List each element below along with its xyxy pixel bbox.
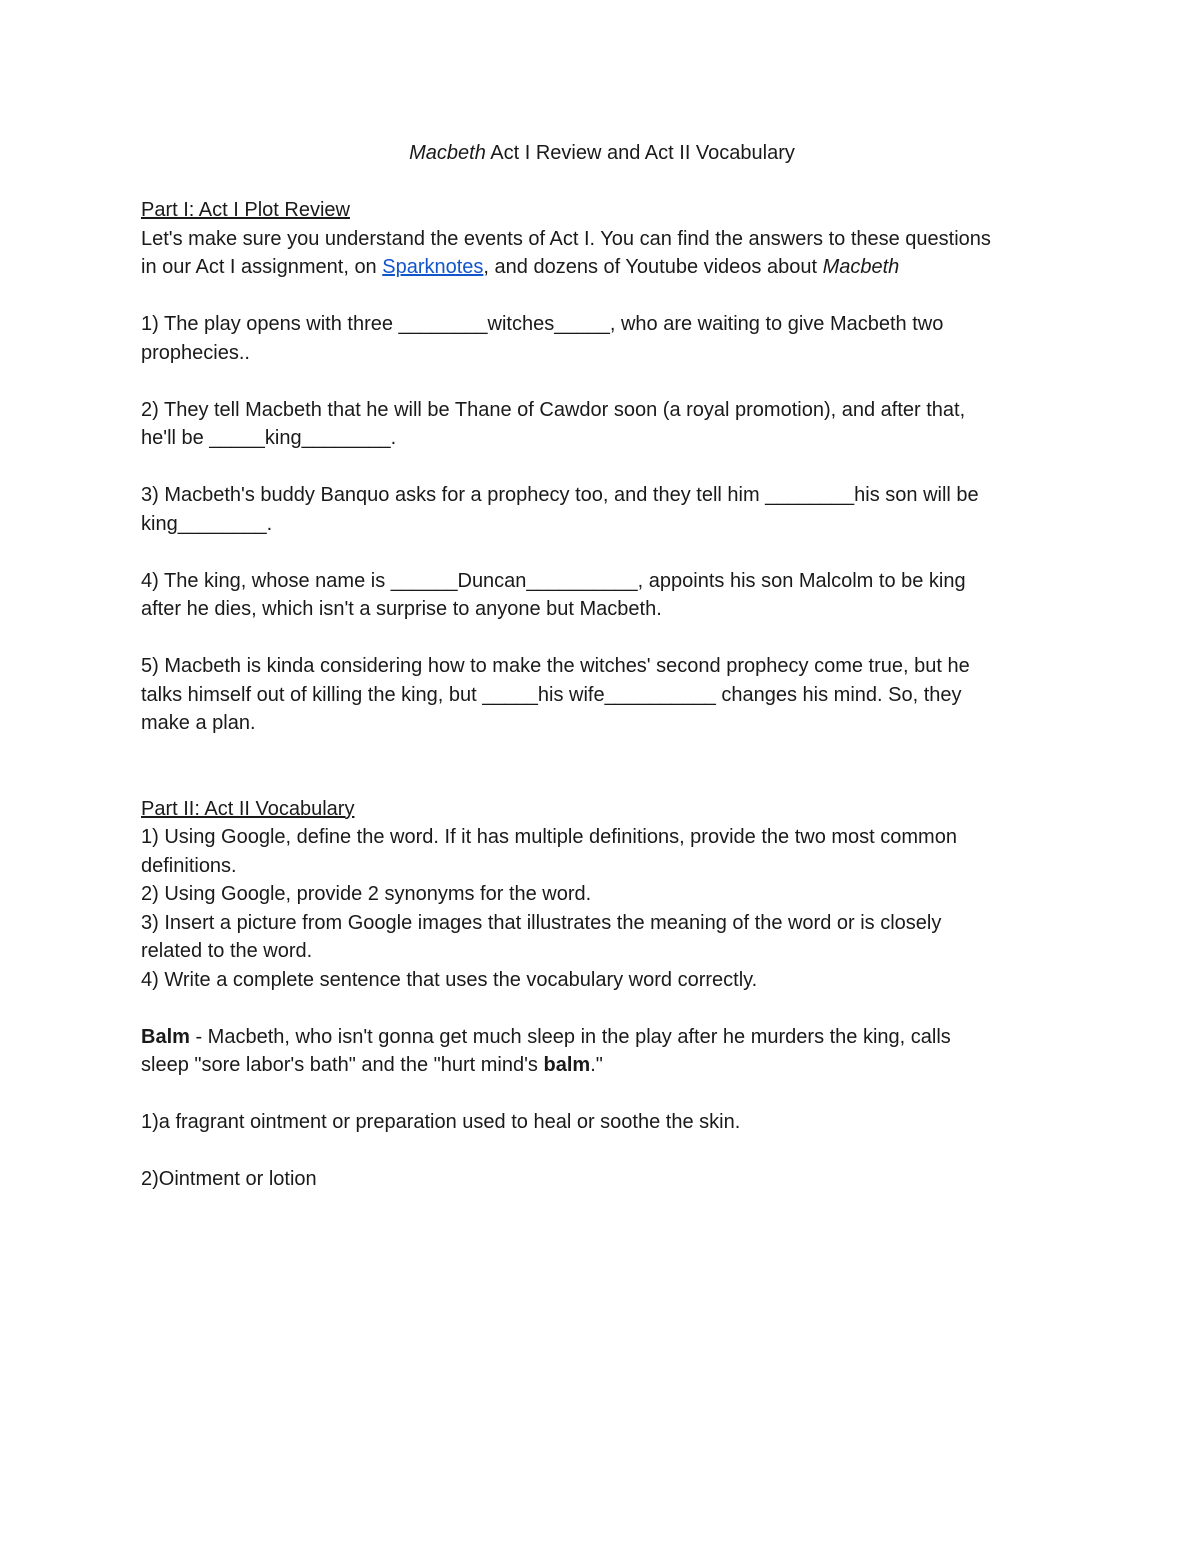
answer-2: 2)Ointment or lotion bbox=[141, 1168, 317, 1190]
question-2-line1: 2) They tell Macbeth that he will be Thane of Cawdor soon (a royal promotion), and after that, bbox=[141, 398, 966, 421]
question-3-line2: king________. bbox=[141, 512, 273, 535]
instruction-1-line1: 1) Using Google, define the word. If it has multiple definitions, provide the two most common bbox=[141, 826, 957, 848]
spacer bbox=[141, 282, 1071, 311]
instruction-3-line1: 3) Insert a picture from Google images that illustrates the meaning of the word or is closely bbox=[141, 911, 942, 934]
question-5-line3: make a plan. bbox=[141, 712, 256, 734]
spacer bbox=[141, 168, 1071, 197]
spacer bbox=[141, 766, 1071, 795]
question-1-line2: prophecies.. bbox=[141, 341, 250, 364]
spacer bbox=[141, 453, 1071, 482]
spacer bbox=[141, 367, 1071, 396]
part1-intro-line1: Let's make sure you understand the events of Act I. You can find the answers to these questions bbox=[141, 227, 991, 250]
page-title bbox=[133, 139, 1071, 168]
document-page bbox=[141, 139, 1071, 1194]
spacer bbox=[141, 538, 1071, 567]
question-5-line2: talks himself out of killing the king, but _____his wife__________ changes his mind. So, they bbox=[141, 683, 962, 706]
question-4-line1: 4) The king, whose name is ______Duncan__________, appoints his son Malcolm to be king bbox=[141, 569, 966, 592]
intro-text-b: , and dozens of Youtube videos about bbox=[483, 256, 823, 278]
answer-1: 1)a fragrant ointment or preparation used to heal or soothe the skin. bbox=[141, 1111, 741, 1133]
intro-text-a: in our Act I assignment, on bbox=[141, 256, 383, 278]
spacer bbox=[141, 994, 1071, 1023]
spacer bbox=[141, 1137, 1071, 1166]
question-4-line2: after he dies, which isn't a surprise to anyone but Macbeth. bbox=[141, 598, 662, 620]
question-3-line1: 3) Macbeth's buddy Banquo asks for a prophecy too, and they tell him ________his son will be bbox=[141, 484, 979, 506]
spacer bbox=[141, 738, 1071, 767]
sparknotes-link[interactable]: Sparknotes bbox=[382, 256, 484, 278]
question-2-line2: he'll be _____king________. bbox=[141, 427, 397, 449]
instruction-2: 2) Using Google, provide 2 synonyms for the word. bbox=[141, 883, 592, 905]
vocab-word-line1 bbox=[141, 1023, 1071, 1052]
spacer bbox=[141, 1080, 1071, 1109]
vocab-word: Balm bbox=[141, 1025, 190, 1048]
part1-heading: Part I: Act I Plot Review bbox=[141, 199, 350, 221]
title-italic: Macbeth bbox=[409, 142, 486, 164]
question-1-line1: 1) The play opens with three ________witches_____, who are waiting to give Macbeth two bbox=[141, 313, 944, 335]
title-rest: Act I Review and Act II Vocabulary bbox=[485, 142, 795, 164]
question-5-line1: 5) Macbeth is kinda considering how to make the witches' second prophecy come true, but he bbox=[141, 655, 970, 677]
part1-intro-line2 bbox=[141, 253, 1071, 282]
instruction-3-line2: related to the word. bbox=[141, 940, 313, 962]
vocab-word-line2 bbox=[141, 1051, 1071, 1080]
spacer bbox=[141, 624, 1071, 653]
instruction-4: 4) Write a complete sentence that uses the vocabulary word correctly. bbox=[141, 968, 758, 991]
vocab-context-c: ." bbox=[590, 1054, 603, 1076]
part2-heading: Part II: Act II Vocabulary bbox=[141, 797, 355, 820]
vocab-context-a: - Macbeth, who isn't gonna get much sleep in the play after he murders the king, calls bbox=[189, 1025, 951, 1048]
vocab-context-b: sleep "sore labor's bath" and the "hurt mind's bbox=[141, 1054, 544, 1076]
vocab-word-inline: balm bbox=[543, 1054, 591, 1076]
intro-italic: Macbeth bbox=[822, 256, 900, 278]
instruction-1-line2: definitions. bbox=[141, 854, 237, 877]
